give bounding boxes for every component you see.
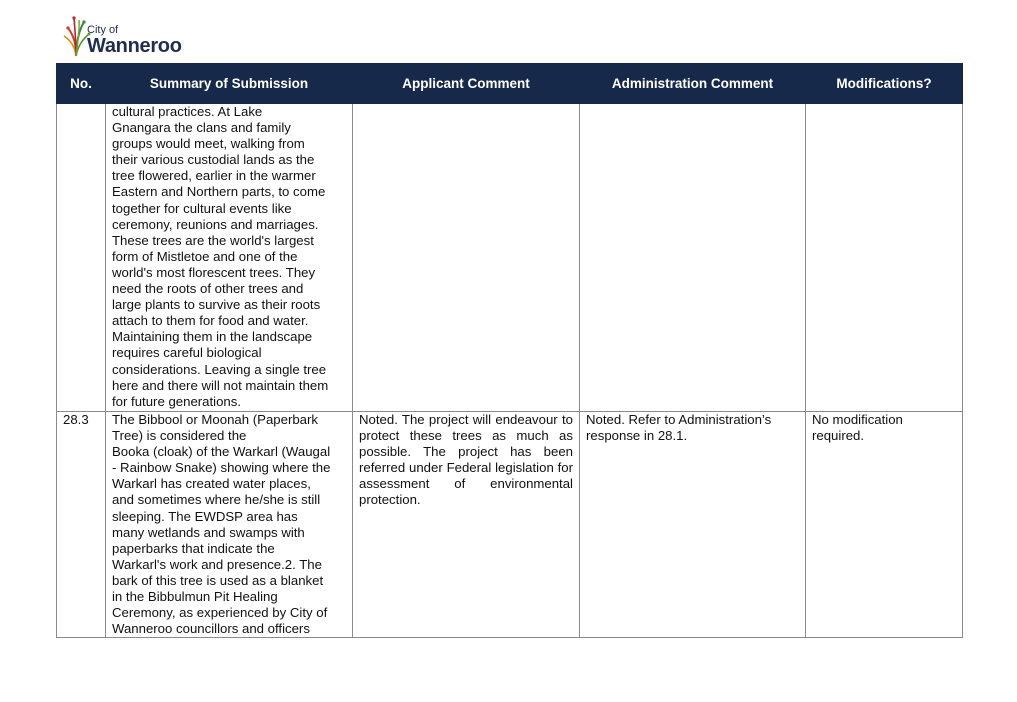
summary-cell: cultural practices. At Lake Gnangara the clans and family groups would meet, walking from their various custodial lands as the tree flowered, earlier in the warmer Eastern and Northern parts, to come together for cultural events like ceremony, reunions and marriages. These trees are the world's largest form of Mistletoe and one of the world's most florescent trees. They need the roots of other trees and large plants to survive as their roots attach to them for food and water. Maintaining them in the landscape requires careful biological considerations. Leaving a single tree here and there will not maintain them for future generations. (106, 104, 353, 412)
table-row (57, 104, 963, 412)
summary-cell: The Bibbool or Moonah (Paperbark Tree) is considered the Booka (cloak) of the Warkarl (Waugal - Rainbow Snake) showing where the Warkarl has created water places, and sometimes where he/she is still sleeping. The EWDSP area has many wetlands and swamps with paperbarks that indicate the Warkarl's work and presence.2. The bark of this tree is used as a blanket in the Bibbulmun Pit Healing Ceremony, as experienced by City of Wanneroo councillors and officers (106, 412, 353, 638)
table-header-row (57, 64, 963, 104)
modifications-cell: No modification required. (806, 412, 963, 638)
logo-wanneroo-text: Wanneroo (87, 35, 182, 57)
header-summary: Summary of Submission (106, 64, 353, 104)
city-of-wanneroo-logo (62, 14, 192, 60)
header-no: No. (57, 64, 106, 104)
table-row (57, 412, 963, 638)
administration-comment-cell (580, 104, 806, 412)
applicant-comment-cell: Noted. The project will endeavour to protect these trees as much as possible. The project has been referred under Federal legislation for assessment of environmental protection. (353, 412, 580, 638)
applicant-comment-cell (353, 104, 580, 412)
logo-city-of-text: City of (87, 24, 119, 36)
modifications-cell (806, 104, 963, 412)
administration-comment-cell: Noted. Refer to Administration’s response in 28.1. (580, 412, 806, 638)
header-applicant-comment: Applicant Comment (353, 64, 580, 104)
header-modifications: Modifications? (806, 64, 963, 104)
submissions-table (56, 63, 963, 638)
row-number (57, 104, 106, 412)
row-number: 28.3 (57, 412, 106, 638)
header-administration-comment: Administration Comment (580, 64, 806, 104)
